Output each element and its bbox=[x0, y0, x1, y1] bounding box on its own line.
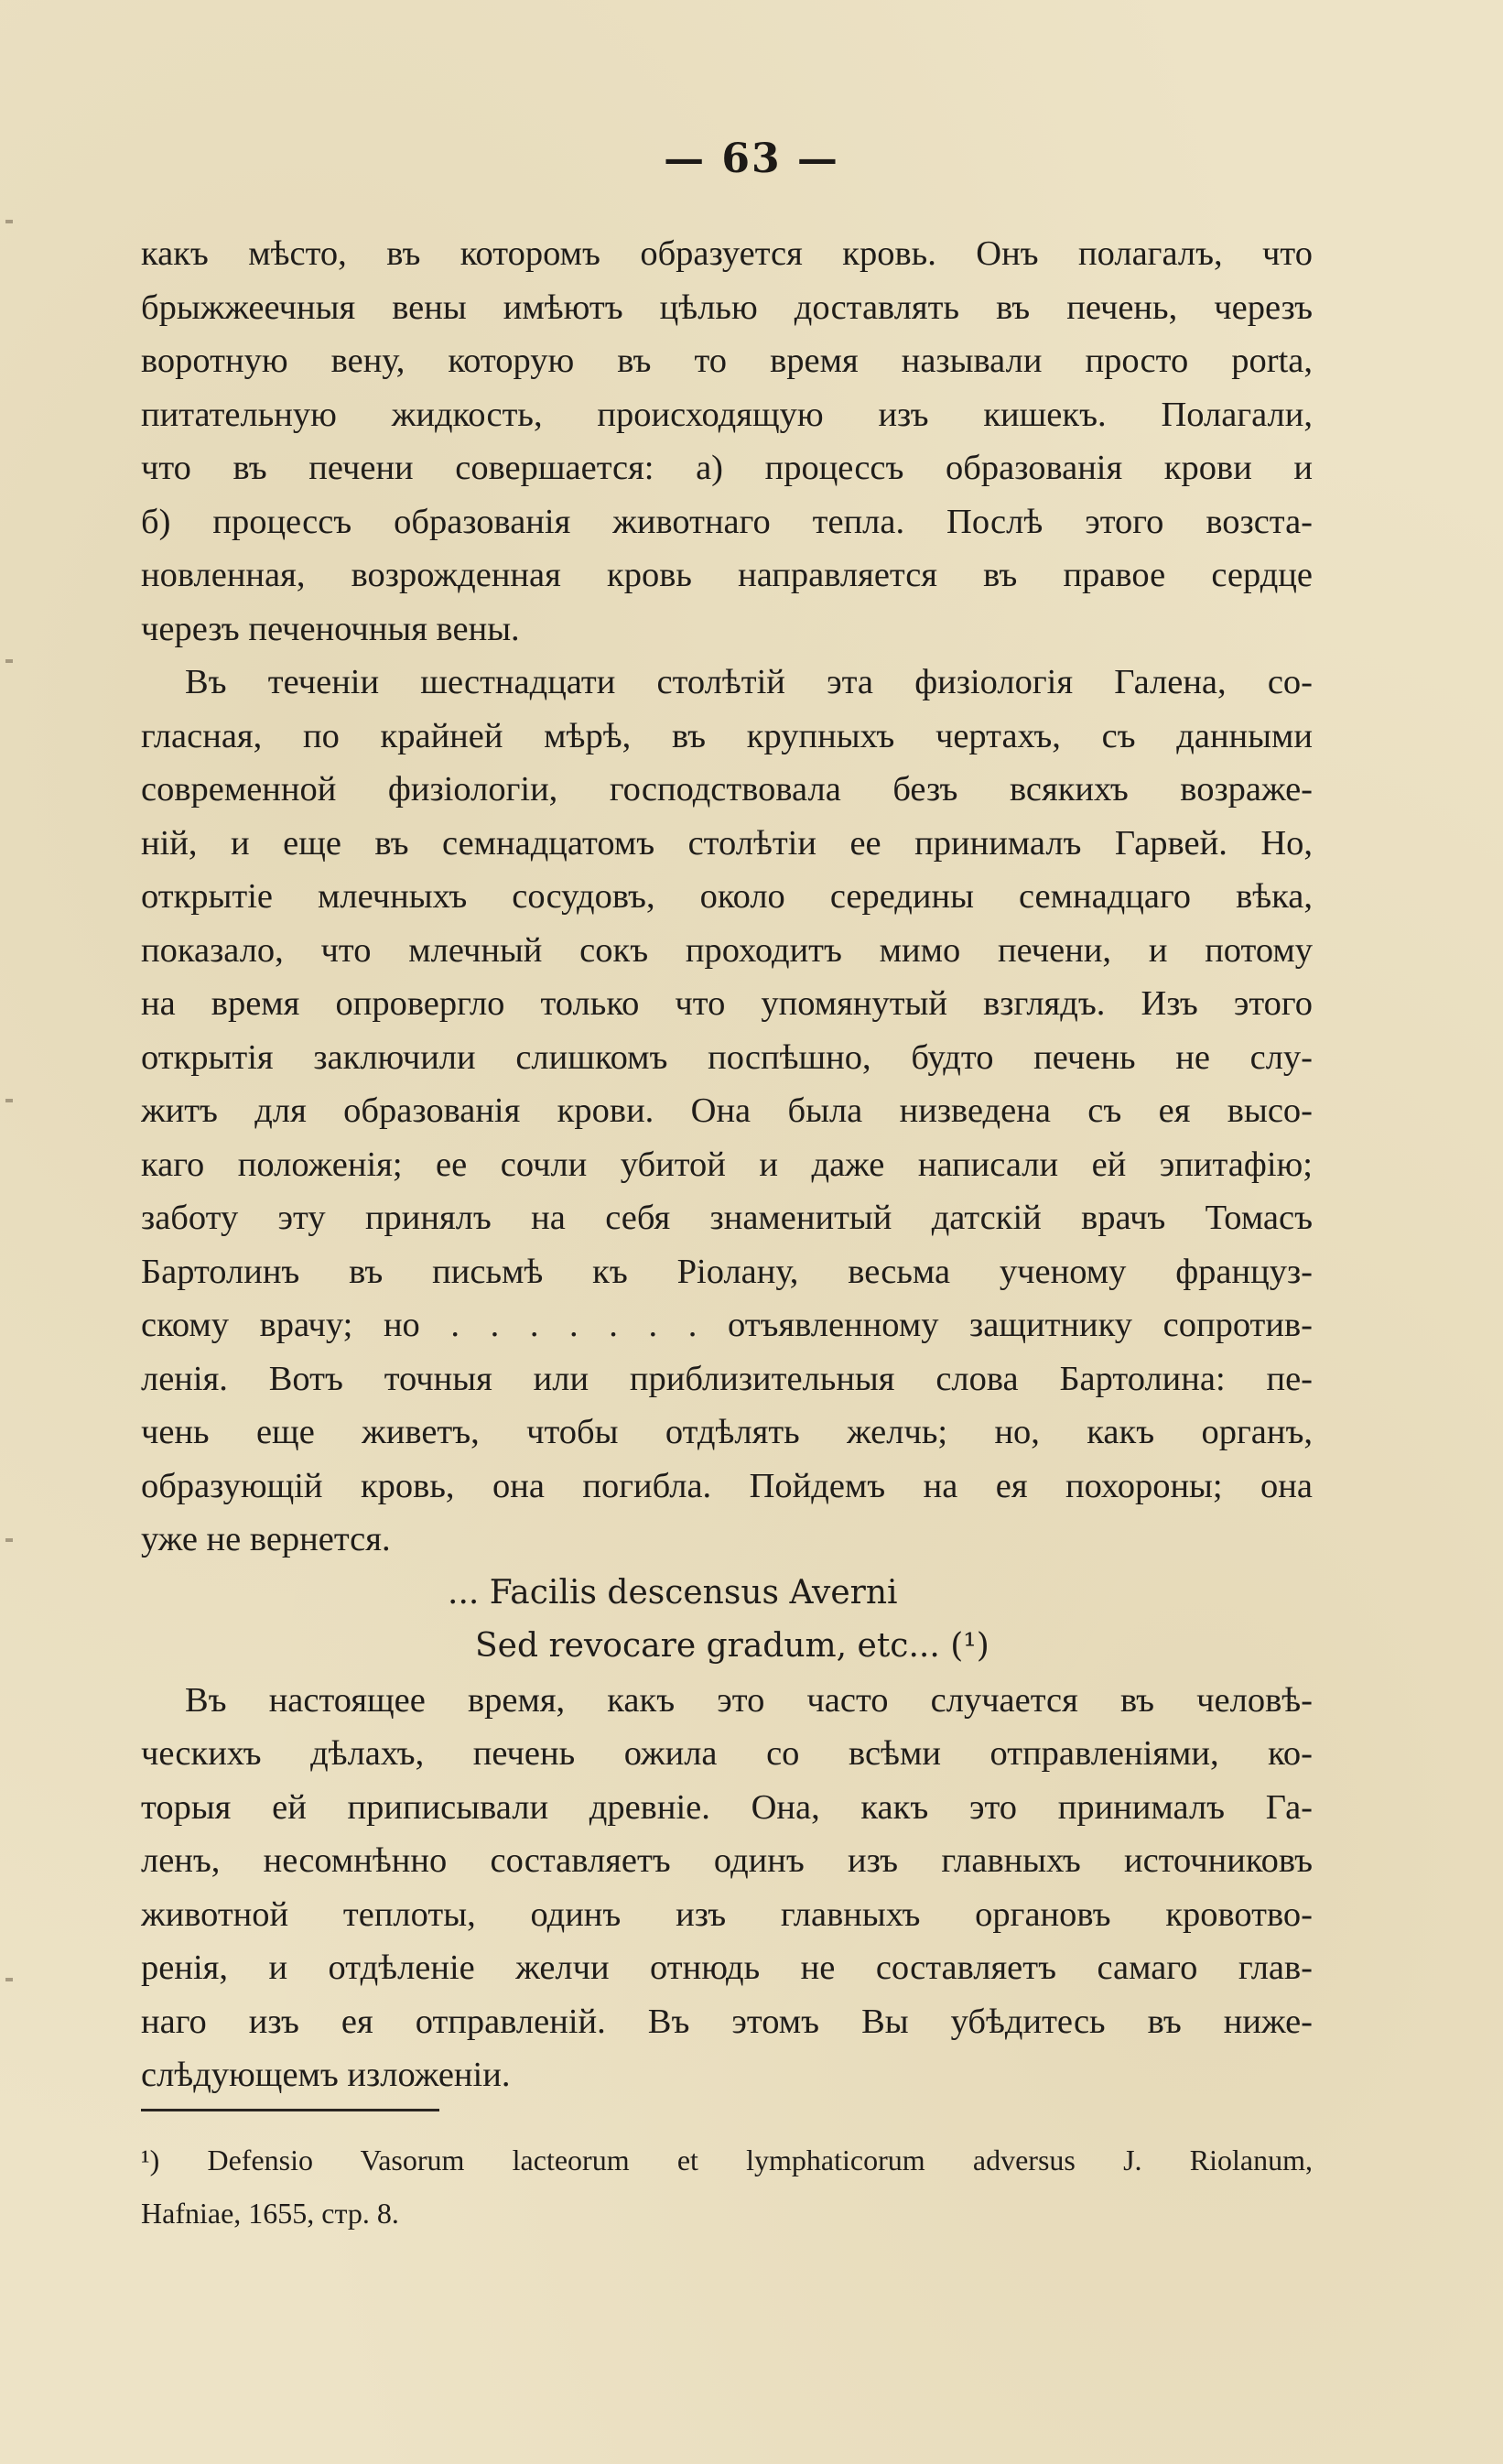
main-text bbox=[141, 227, 1313, 2102]
footnote-divider bbox=[141, 2109, 439, 2111]
page-number: — 63 — bbox=[664, 136, 839, 182]
text-line: ческихъ дѣлахъ, печень ожила со всѣми отправленіями, ко- bbox=[141, 1734, 1313, 1773]
quote-line: ... Facilis descensus Averni bbox=[448, 1573, 898, 1612]
text-line: показало, что млечный сокъ проходитъ мимо печени, и потому bbox=[141, 930, 1313, 970]
margin-mark bbox=[5, 1538, 13, 1542]
text-line: б) процессъ образованія животнаго тепла. Послѣ этого возста- bbox=[141, 502, 1313, 541]
text-line: что въ печени совершается: а) процессъ образованія крови и bbox=[141, 449, 1313, 487]
text-line: на время опровергло только что упомянутый взглядъ. Изъ этого bbox=[141, 984, 1313, 1023]
text-line: Въ теченіи шестнадцати столѣтій эта физіологія Галена, со- bbox=[185, 663, 1313, 701]
latin-quote bbox=[141, 1567, 1313, 1674]
text-line: современной физіологіи, господствовала безъ всякихъ возраже- bbox=[141, 770, 1313, 809]
margin-mark bbox=[5, 1099, 13, 1102]
text-line: ній, и еще въ семнадцатомъ столѣтіи ее принималъ Гарвей. Но, bbox=[141, 823, 1313, 863]
text-line: открытія заключили слишкомъ поспѣшно, будто печень не слу- bbox=[141, 1037, 1313, 1077]
footnote-line: Hafniae, 1655, стр. 8. bbox=[141, 2197, 399, 2230]
text-line: торыя ей приписывали древніе. Она, какъ это принималъ Га- bbox=[141, 1787, 1313, 1827]
paragraph-2 bbox=[141, 656, 1313, 1567]
quote-line: Sed revocare gradum, etc... (¹) bbox=[475, 1627, 989, 1665]
text-line: новленная, возрожденная кровь направляется въ правое сердце bbox=[141, 556, 1313, 594]
text-line: какъ мѣсто, въ которомъ образуется кровь. Онъ полагалъ, что bbox=[141, 234, 1313, 273]
text-line: воротную вену, которую въ то время называли просто porta, bbox=[141, 342, 1313, 380]
text-line: открытіе млечныхъ сосудовъ, около середины семнадцаго вѣка, bbox=[141, 877, 1313, 916]
text-line: уже не вернется. bbox=[141, 1520, 391, 1558]
footnote-line: ¹) Defensio Vasorum lacteorum et lymphaticorum adversus J. Riolanum, bbox=[141, 2144, 1313, 2176]
text-line: черезъ печеночныя вены. bbox=[141, 609, 520, 648]
text-line: брыжжеечныя вены имѣютъ цѣлью доставлять въ печень, черезъ bbox=[141, 288, 1313, 327]
text-line: заботу эту принялъ на себя знаменитый датскій врачъ Томасъ bbox=[141, 1199, 1313, 1237]
text-line: ленъ, несомнѣнно составляетъ одинъ изъ главныхъ источниковъ bbox=[141, 1841, 1313, 1880]
paragraph-3 bbox=[141, 1674, 1313, 2102]
text-line: гласная, по крайней мѣрѣ, въ крупныхъ чертахъ, съ данными bbox=[141, 716, 1313, 755]
text-line: ленія. Вотъ точныя или приблизительныя слова Бартолина: пе- bbox=[141, 1359, 1313, 1398]
text-line: Бартолинъ въ письмѣ къ Ріолану, весьма ученому француз- bbox=[141, 1252, 1313, 1291]
text-line: слѣдующемъ изложеніи. bbox=[141, 2056, 511, 2094]
margin-mark bbox=[5, 1978, 13, 1981]
text-line: Въ настоящее время, какъ это часто случается въ человѣ- bbox=[185, 1680, 1313, 1720]
text-line: наго изъ ея отправленій. Въ этомъ Вы убѣдитесь въ ниже- bbox=[141, 2002, 1313, 2041]
text-line: питательную жидкость, происходящую изъ кишекъ. Полагали, bbox=[141, 395, 1313, 434]
text-line: скому врачу; но . . . . . . . отъявленному защитнику сопротив- bbox=[141, 1306, 1313, 1344]
footnote bbox=[141, 2133, 1313, 2240]
margin-mark bbox=[5, 659, 13, 663]
text-line: чень еще живетъ, чтобы отдѣлять желчь; но, какъ органъ, bbox=[141, 1413, 1313, 1451]
text-line: образующій кровь, она погибла. Пойдемъ на ея похороны; она bbox=[141, 1466, 1313, 1505]
text-line: житъ для образованія крови. Она была низведена съ ея высо- bbox=[141, 1091, 1313, 1130]
paragraph-1 bbox=[141, 227, 1313, 656]
text-line: каго положенія; ее сочли убитой и даже написали ей эпитафію; bbox=[141, 1145, 1313, 1184]
margin-mark bbox=[5, 220, 13, 223]
text-line: ренія, и отдѣленіе желчи отнюдь не составляетъ самаго глав- bbox=[141, 1948, 1313, 1987]
text-line: животной теплоты, одинъ изъ главныхъ органовъ кровотво- bbox=[141, 1894, 1313, 1934]
